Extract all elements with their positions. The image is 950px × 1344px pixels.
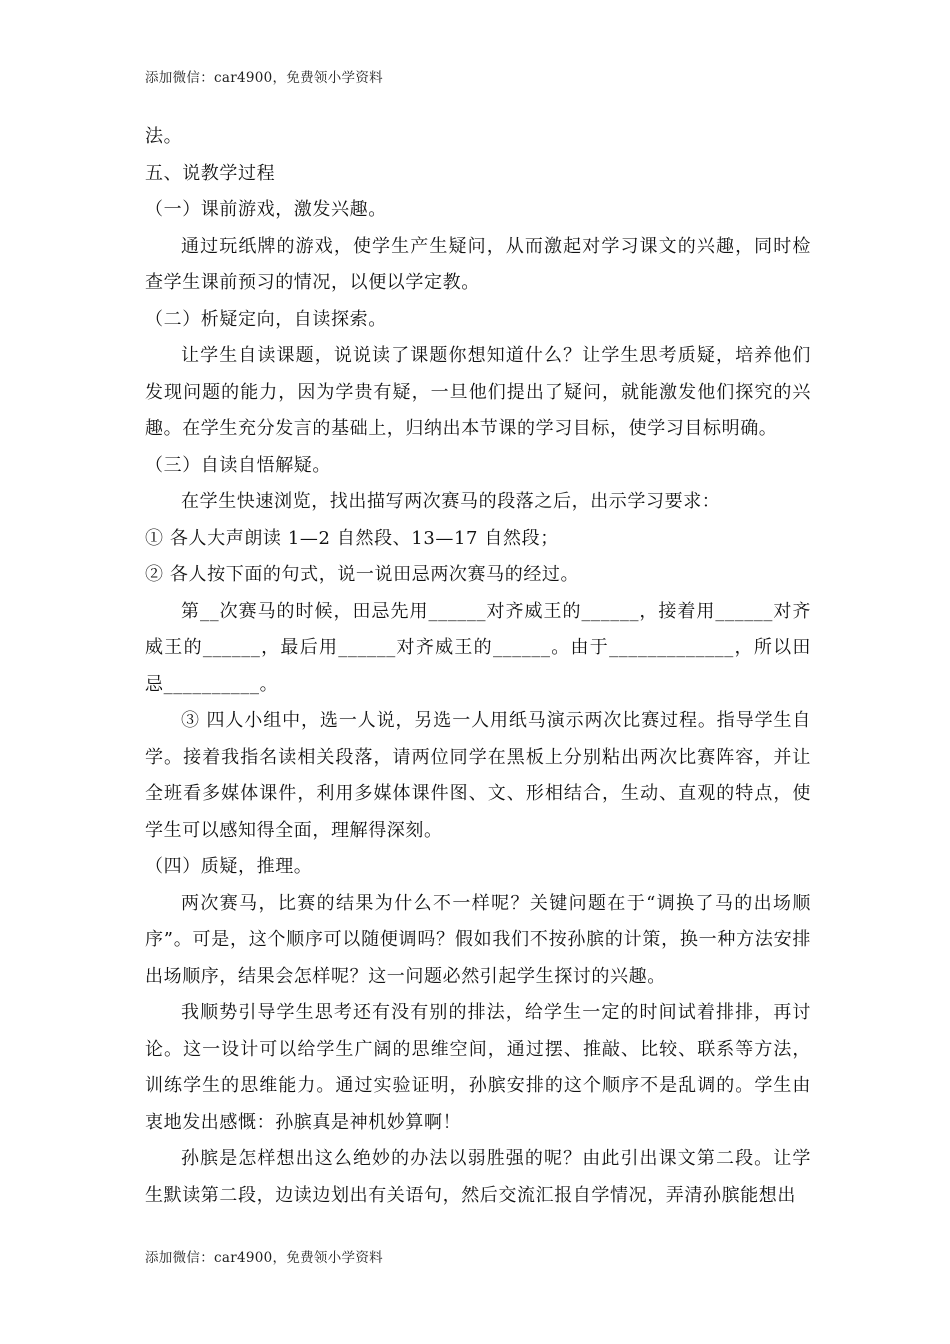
- subheading-1: （一）课前游戏，激发兴趣。: [145, 199, 387, 220]
- fill-in-template: 第__次赛马的时候，田忌先用______对齐威王的______，接着用______对齐威王的______，最后用______对齐威王的______。由于_____________，所以田忌__________。: [145, 600, 811, 695]
- list-item-3: ③ 四人小组中，选一人说，另选一人用纸马演示两次比赛过程。指导学生自学。接着我指名读相关段落，请两位同学在黑板上分别粘出两次比赛阵容，并让全班看多媒体课件，利用多媒体课件图、文、形相结合，生动、直观的特点，使学生可以感知得全面，理解得深刻。: [145, 710, 811, 841]
- paragraph: 让学生自读课题，说说读了课题你想知道什么？让学生思考质疑，培养他们发现问题的能力，因为学贵有疑，一旦他们提出了疑问，就能激发他们探究的兴趣。在学生充分发言的基础上，归纳出本节课的学习目标，使学习目标明确。: [145, 345, 811, 439]
- document-body: [145, 119, 811, 1214]
- page-footer: 添加微信：car4900，免费领小学资料: [145, 1250, 383, 1266]
- subheading-2: （二）析疑定向，自读探索。: [145, 308, 387, 330]
- paragraph: 通过玩纸牌的游戏，使学生产生疑问，从而激起对学习课文的兴趣，同时检查学生课前预习的情况，以便以学定教。: [145, 235, 811, 293]
- page-header: 添加微信：car4900，免费领小学资料: [145, 70, 383, 86]
- paragraph: 两次赛马，比赛的结果为什么不一样呢？关键问题在于“调换了马的出场顺序”。可是，这个顺序可以随便调吗？假如我们不按孙膑的计策，换一种方法安排出场顺序，结果会怎样呢？这一问题必然引起学生探讨的兴趣。: [145, 892, 811, 987]
- paragraph: 我顺势引导学生思考还有没有别的排法，给学生一定的时间试着排排，再讨论。这一设计可以给学生广阔的思维空间，通过摆、推敲、比较、联系等方法，训练学生的思维能力。通过实验证明，孙膑安排的这个顺序不是乱调的。学生由衷地发出感慨：孙膑真是神机妙算啊！: [145, 1002, 811, 1133]
- list-item-2: ② 各人按下面的句式，说一说田忌两次赛马的经过。: [145, 564, 580, 585]
- paragraph-continuation: 法。: [145, 126, 183, 147]
- subheading-4: （四）质疑，推理。: [145, 856, 313, 877]
- subheading-3: （三）自读自悟解疑。: [145, 454, 331, 476]
- section-heading: 五、说教学过程: [145, 162, 276, 184]
- paragraph: 在学生快速浏览，找出描写两次赛马的段落之后，出示学习要求：: [181, 491, 721, 512]
- paragraph: 孙膑是怎样想出这么绝妙的办法以弱胜强的呢？由此引出课文第二段。让学生默读第二段，边读边划出有关语句，然后交流汇报自学情况，弄清孙膑能想出: [145, 1148, 811, 1206]
- list-item-1: ① 各人大声朗读 1—2 自然段、13—17 自然段；: [145, 527, 559, 549]
